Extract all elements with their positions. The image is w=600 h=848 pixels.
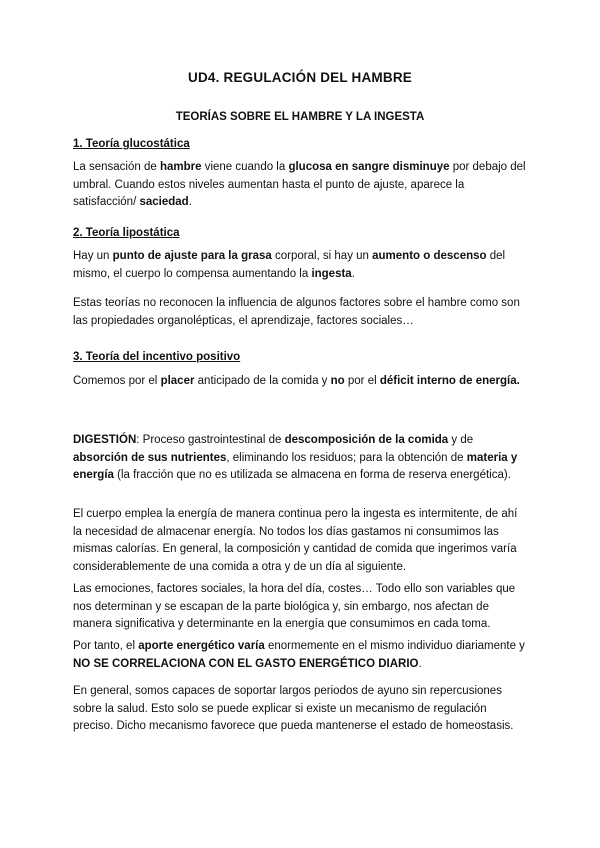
text-run: : Proceso gastrointestinal de [136,434,285,446]
bold-text-run: DIGESTIÓN [73,434,137,446]
heading-teoria-lipostatica: 2. Teoría lipostática [73,227,180,239]
paragraph-aporte-energetico [73,638,528,673]
paragraph-emociones [73,581,528,634]
bold-text-run: ingesta [311,267,352,280]
text-run: Estas teorías no reconocen la influencia de algunos factores sobre el hambre como son las propiedades organolépticas, el aprendizaje, factores sociales… [73,297,520,327]
paragraph-cuerpo-energia [73,506,528,576]
text-run: por debajo del umbral. Cuando estos niveles aumentan hasta el punto de ajuste, aparece la satisfacción/ [73,161,526,209]
text-run: Las emociones, factores sociales, la hora del día, costes… Todo ello son variables que nos determinan y se escapan de la parte biológica y, sin embargo, nos afectan de manera significativa y determinante en la energía que consumimos en cada toma. [73,583,516,631]
text-run: Hay un [73,250,113,262]
text-run: Por tanto, el [73,640,139,652]
text-run: . [418,657,422,670]
text-run: por el [344,375,380,387]
text-run: del mismo, el cuerpo lo compensa aumentando la [73,250,506,280]
bold-text-run: placer [160,375,195,387]
text-run: , eliminando los residuos; para la obtención de [226,451,467,464]
paragraph-digestion [73,432,528,485]
text-run: y de [448,434,474,446]
bold-text-run: materia y energía [73,451,518,482]
bold-text-run: punto de ajuste para la grasa [112,250,272,262]
bold-text-run: descomposición de la comida [284,434,449,446]
paragraph-limitaciones [73,295,528,330]
page-subtitle: TEORÍAS SOBRE EL HAMBRE Y LA INGESTA [175,111,425,123]
text-run: viene cuando la [201,161,289,173]
text-run: . [351,267,355,280]
paragraph-incentivo [73,373,528,391]
text-run: (la fracción que no es utilizada se almacena en forma de reserva energética). [113,469,511,482]
text-run: En general, somos capaces de soportar largos periodos de ayuno sin repercusiones sobre la salud. Esto solo se puede explicar si existe un mecanismo de regulación preciso. Dicho mecanismo favorece que pueda mantenerse el estado de homeostasis. [73,685,514,733]
text-run: corporal, si hay un [271,250,373,262]
bold-text-run: déficit interno de energía. [379,375,520,387]
text-run: . [188,196,192,209]
page-title: UD4. REGULACIÓN DEL HAMBRE [188,70,412,85]
bold-text-run: absorción de sus nutrientes [73,451,227,464]
heading-teoria-glucostatica: 1. Teoría glucostática [73,138,190,150]
paragraph-ayuno [73,683,528,736]
bold-text-run: no [330,375,345,387]
bold-text-run: glucosa en sangre disminuye [288,161,450,173]
bold-text-run: aumento o descenso [372,250,487,262]
text-run: El cuerpo emplea la energía de manera continua pero la ingesta es intermitente, de ahí la necesidad de almacenar energía. No todos los días gastamos ni consumimos las mismas calorías. En general, la composición y cantidad de comida que ingerimos varía considerablemente de una comida a otra y de un día al siguiente. [73,508,518,573]
bold-text-run: saciedad [139,196,189,209]
bold-text-run: hambre [159,161,202,173]
heading-incentivo-positivo: 3. Teoría del incentivo positivo [73,351,241,363]
text-run: La sensación de [73,161,160,173]
text-run: enormemente en el mismo individuo diariamente y [264,640,525,652]
text-run: anticipado de la comida y [194,375,331,387]
text-run: Comemos por el [73,375,161,387]
bold-text-run: aporte energético varía [138,640,265,652]
bold-text-run: NO SE CORRELACIONA CON EL GASTO ENERGÉTICO DIARIO [73,657,419,670]
paragraph-lipostatica [73,248,528,283]
paragraph-glucostatica [73,159,528,212]
